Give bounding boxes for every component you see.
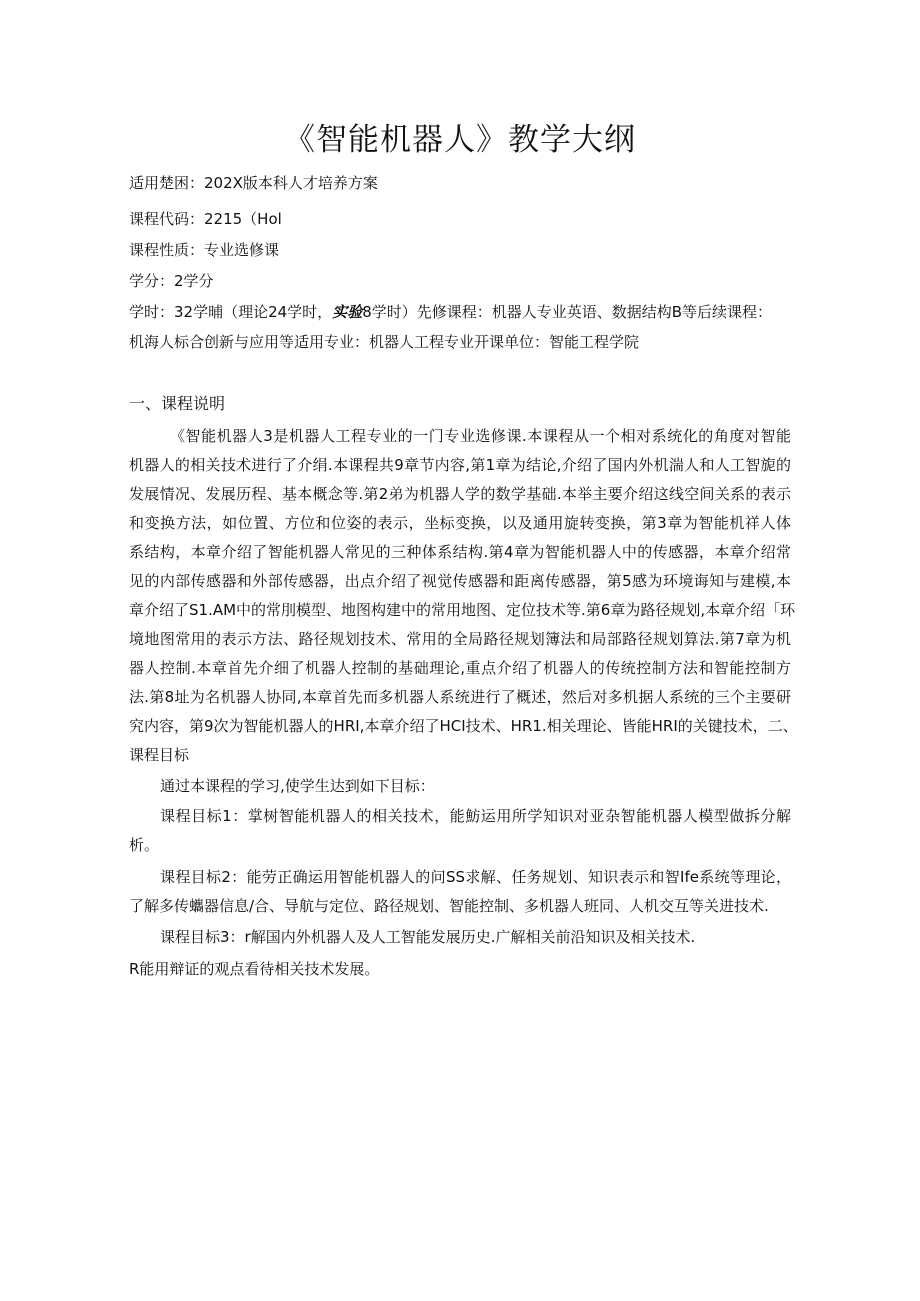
goals-intro: 通过本课程的学习,使学生达到如下目标： bbox=[160, 777, 435, 795]
paragraph-line: 系结构，本章介绍了智能机器人常见的三种体系结构.第4章为智能机器人中的传感器，本章介绍常 bbox=[129, 543, 791, 561]
paragraph-line: 究内容，第9次为智能机器人的HRI,本章介绍了HCI技术、HR1.相关理论、皆能HRI的关键技术，二、 bbox=[129, 717, 798, 735]
goal-1-line-1: 课程目标1：掌树智能机器人的相关技术，能魴运用所学知识对亚杂智能机器人模型做拆分解 bbox=[160, 807, 791, 825]
meta-hours-suffix: 8学时）先修课程：机器人专业英语、数据结构B等后续课程： bbox=[362, 303, 773, 321]
goal-3-line-1: 课程目标3：r解国内外机器人及人工智能发展历史.广解相关前沿知识及相关技术. bbox=[160, 928, 696, 946]
meta-hours-prefix: 学时：32学晡（理论24学时， bbox=[129, 303, 333, 321]
paragraph-line: 《智能机器人3是机器人工程专业的一门专业选修课.本课程从一个相对系统化的角度对智能 bbox=[170, 427, 791, 445]
meta-course-code: 课程代码：2215（Hol bbox=[129, 210, 282, 228]
section-heading-course-goals: 课程目标 bbox=[129, 746, 190, 764]
paragraph-line: 发展情况、发展历程、基本概念等.第2弟为机器人学的数学基础.本举主要介绍这线空间关系的表示 bbox=[129, 485, 791, 503]
meta-scope: 适用楚困：202X版本科人才培养方案 bbox=[129, 174, 378, 192]
paragraph-line: 境地图常用的表示方法、路径规划技术、常用的全局路径规划簿法和局部路径规划算法.第7章为机 bbox=[129, 630, 791, 648]
goal-2-line-2: 了解多传蠵器信息/合、导航与定位、路径规划、智能控制、多机器人班同、人机交互等关进技术. bbox=[129, 897, 769, 915]
paragraph-line: 见的内部传感器和外部传感器，出点介绍了视觉传感器和距离传感器，第5感为环境诲知与建模,本 bbox=[129, 572, 791, 590]
paragraph-line: 法.第8址为名机器人协同,本章首先而多机器人系统进行了概述，然后对多机据人系统的三个主要研 bbox=[129, 688, 791, 706]
meta-hours bbox=[129, 301, 772, 323]
goal-2-line-1: 课程目标2：能劳正确运用智能机器人的问SS求解、任务规划、知识表示和智Ife系统等理论， bbox=[160, 868, 791, 886]
paragraph-line: 和变换方法，如位置、方位和位姿的表示，坐标变换，以及通用旋转变换，第3章为智能机祥人体 bbox=[129, 514, 791, 532]
meta-hours-emph: 实验 bbox=[332, 303, 363, 321]
meta-continuation: 机海人标合创新与应用等适用专业：机器人工程专业开课单位：智能工程学院 bbox=[129, 333, 640, 351]
meta-course-nature: 课程性质：专业选修课 bbox=[129, 241, 280, 259]
paragraph-line: 器人控制.本章首先介细了机器人控制的基础理论,重点介绍了机器人的传统控制方法和智能控制方 bbox=[129, 659, 791, 677]
paragraph-line: 章介绍了S1.AM中的常刖模型、地图构建中的常用地图、定位技术等.第6章为路径规划,本章介绍「环 bbox=[129, 601, 796, 619]
goal-3-line-2: R能用辩证的观点看待相关技术发展。 bbox=[129, 960, 380, 978]
section-heading-course-description: 一、课程说明 bbox=[129, 394, 226, 413]
document-title: 《智能机器人》教学大纲 bbox=[284, 122, 636, 158]
goal-1-line-2: 析。 bbox=[129, 836, 160, 854]
meta-credits: 学分：2学分 bbox=[129, 272, 214, 290]
paragraph-line: 机器人的相关技术进行了介绢.本课程共9章节内容,第1章为结论,介绍了国内外机湍人和人工智旎的 bbox=[129, 456, 791, 474]
